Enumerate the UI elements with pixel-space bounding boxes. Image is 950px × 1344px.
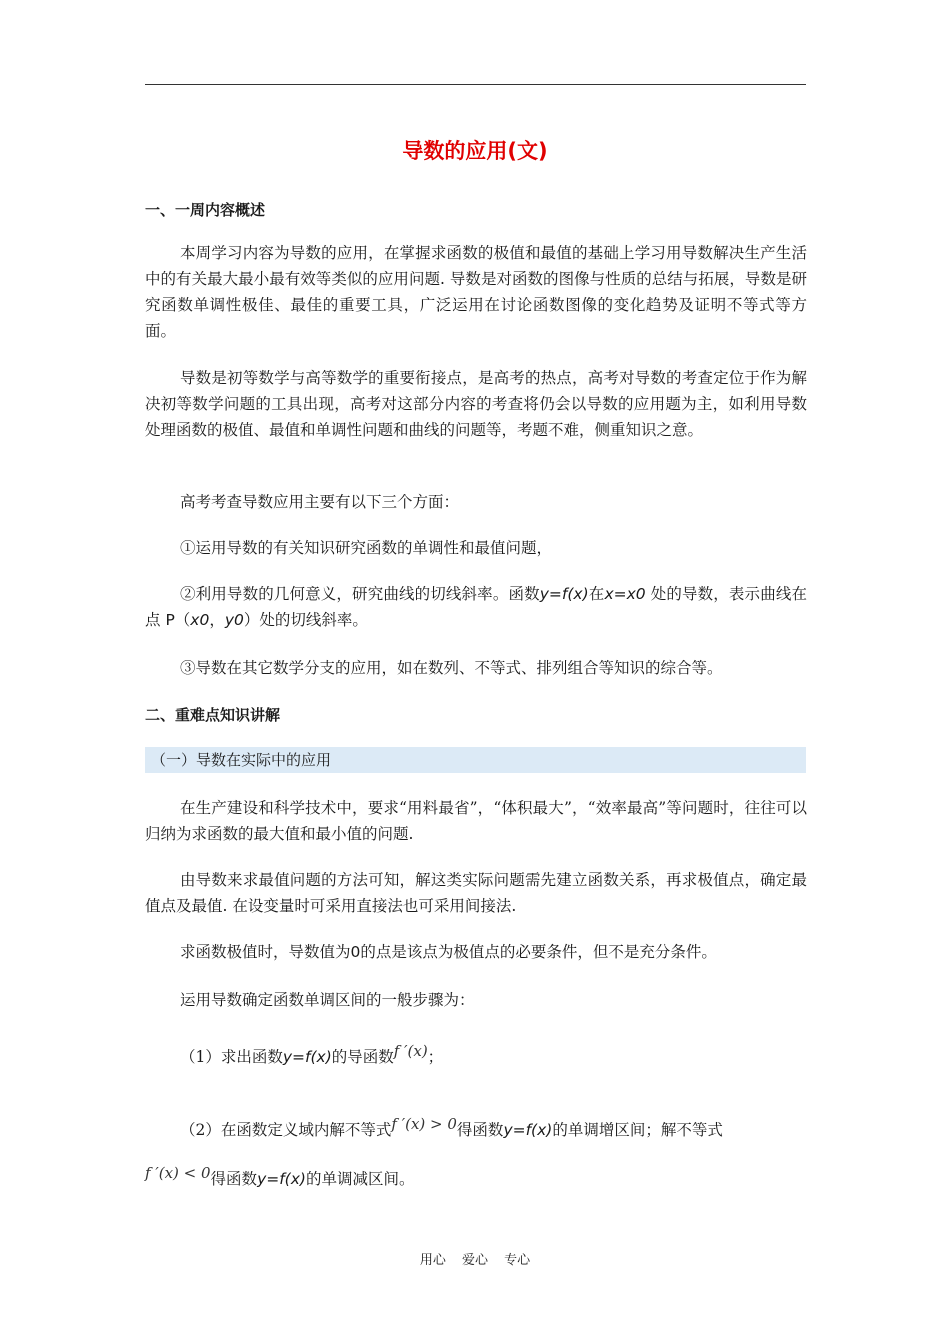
section2-heading: 二、重难点知识讲解	[145, 706, 281, 724]
section1-item-2: ②利用导数的几何意义，研究曲线的切线斜率。函数y=f(x)在x=x0 处的导数，表示曲线在点 P（x0，y0）处的切线斜率。	[145, 585, 807, 629]
section1-paragraph-3: 高考考查导数应用主要有以下三个方面：	[180, 493, 460, 511]
subsection-title: （一）导数在实际中的应用	[151, 751, 332, 769]
section2-paragraph-4: 运用导数确定函数单调区间的一般步骤为：	[180, 991, 475, 1009]
page-title: 导数的应用(文)	[402, 139, 548, 163]
step-2-continued: f ′(x) < 0得函数y=f(x)的单调减区间。	[145, 1166, 414, 1192]
section1-item-1: ①运用导数的有关知识研究函数的单调性和最值问题，	[180, 539, 553, 557]
section2-paragraph-2: 由导数来求最值问题的方法可知，解这类实际问题需先建立函数关系，再求极值点，确定最值点及最值. 在设变量时可采用直接法也可采用间接法.	[145, 871, 807, 915]
section1-paragraph-1: 本周学习内容为导数的应用，在掌握求函数的极值和最值的基础上学习用导数解决生产生活中的有关最大最小最有效等类似的应用问题. 导数是对函数的图像与性质的总结与拓展，导数是研究函数单调性极佳、最佳的重要工具，广泛运用在讨论函数图像的变化趋势及证明不等式等方面。	[145, 244, 807, 340]
inequality-negative-formula: f ′(x) < 0	[145, 1164, 211, 1182]
inequality-positive-formula: f ′(x) > 0	[391, 1115, 457, 1133]
step-2: （2）在函数定义域内解不等式f ′(x) > 0得函数y=f(x)的单调增区间；解不等式	[180, 1117, 723, 1143]
page-footer: 用心 爱心 专心	[419, 1253, 531, 1268]
derivative-formula: f ′(x)	[393, 1042, 428, 1060]
section1-paragraph-2: 导数是初等数学与高等数学的重要衔接点，是高考的热点，高考对导数的考查定位于作为解决初等数学问题的工具出现，高考对这部分内容的考查将仍会以导数的应用题为主，如利用导数处理函数的极值、最值和单调性问题和曲线的问题等，考题不难，侧重知识之意。	[145, 369, 807, 439]
section1-heading: 一、一周内容概述	[145, 201, 266, 219]
section2-paragraph-1: 在生产建设和科学技术中，要求“用料最省”，“体积最大”，“效率最高”等问题时，往往可以归纳为求函数的最大值和最小值的问题.	[145, 799, 807, 843]
section1-item-3: ③导数在其它数学分支的应用，如在数列、不等式、排列组合等知识的综合等。	[180, 659, 723, 677]
subsection-band	[145, 747, 806, 773]
section2-paragraph-3: 求函数极值时，导数值为0的点是该点为极值点的必要条件，但不是充分条件。	[180, 943, 717, 961]
step-1: （1）求出函数y=f(x)的导函数f ′(x)；	[180, 1044, 443, 1070]
header-rule	[145, 84, 806, 85]
